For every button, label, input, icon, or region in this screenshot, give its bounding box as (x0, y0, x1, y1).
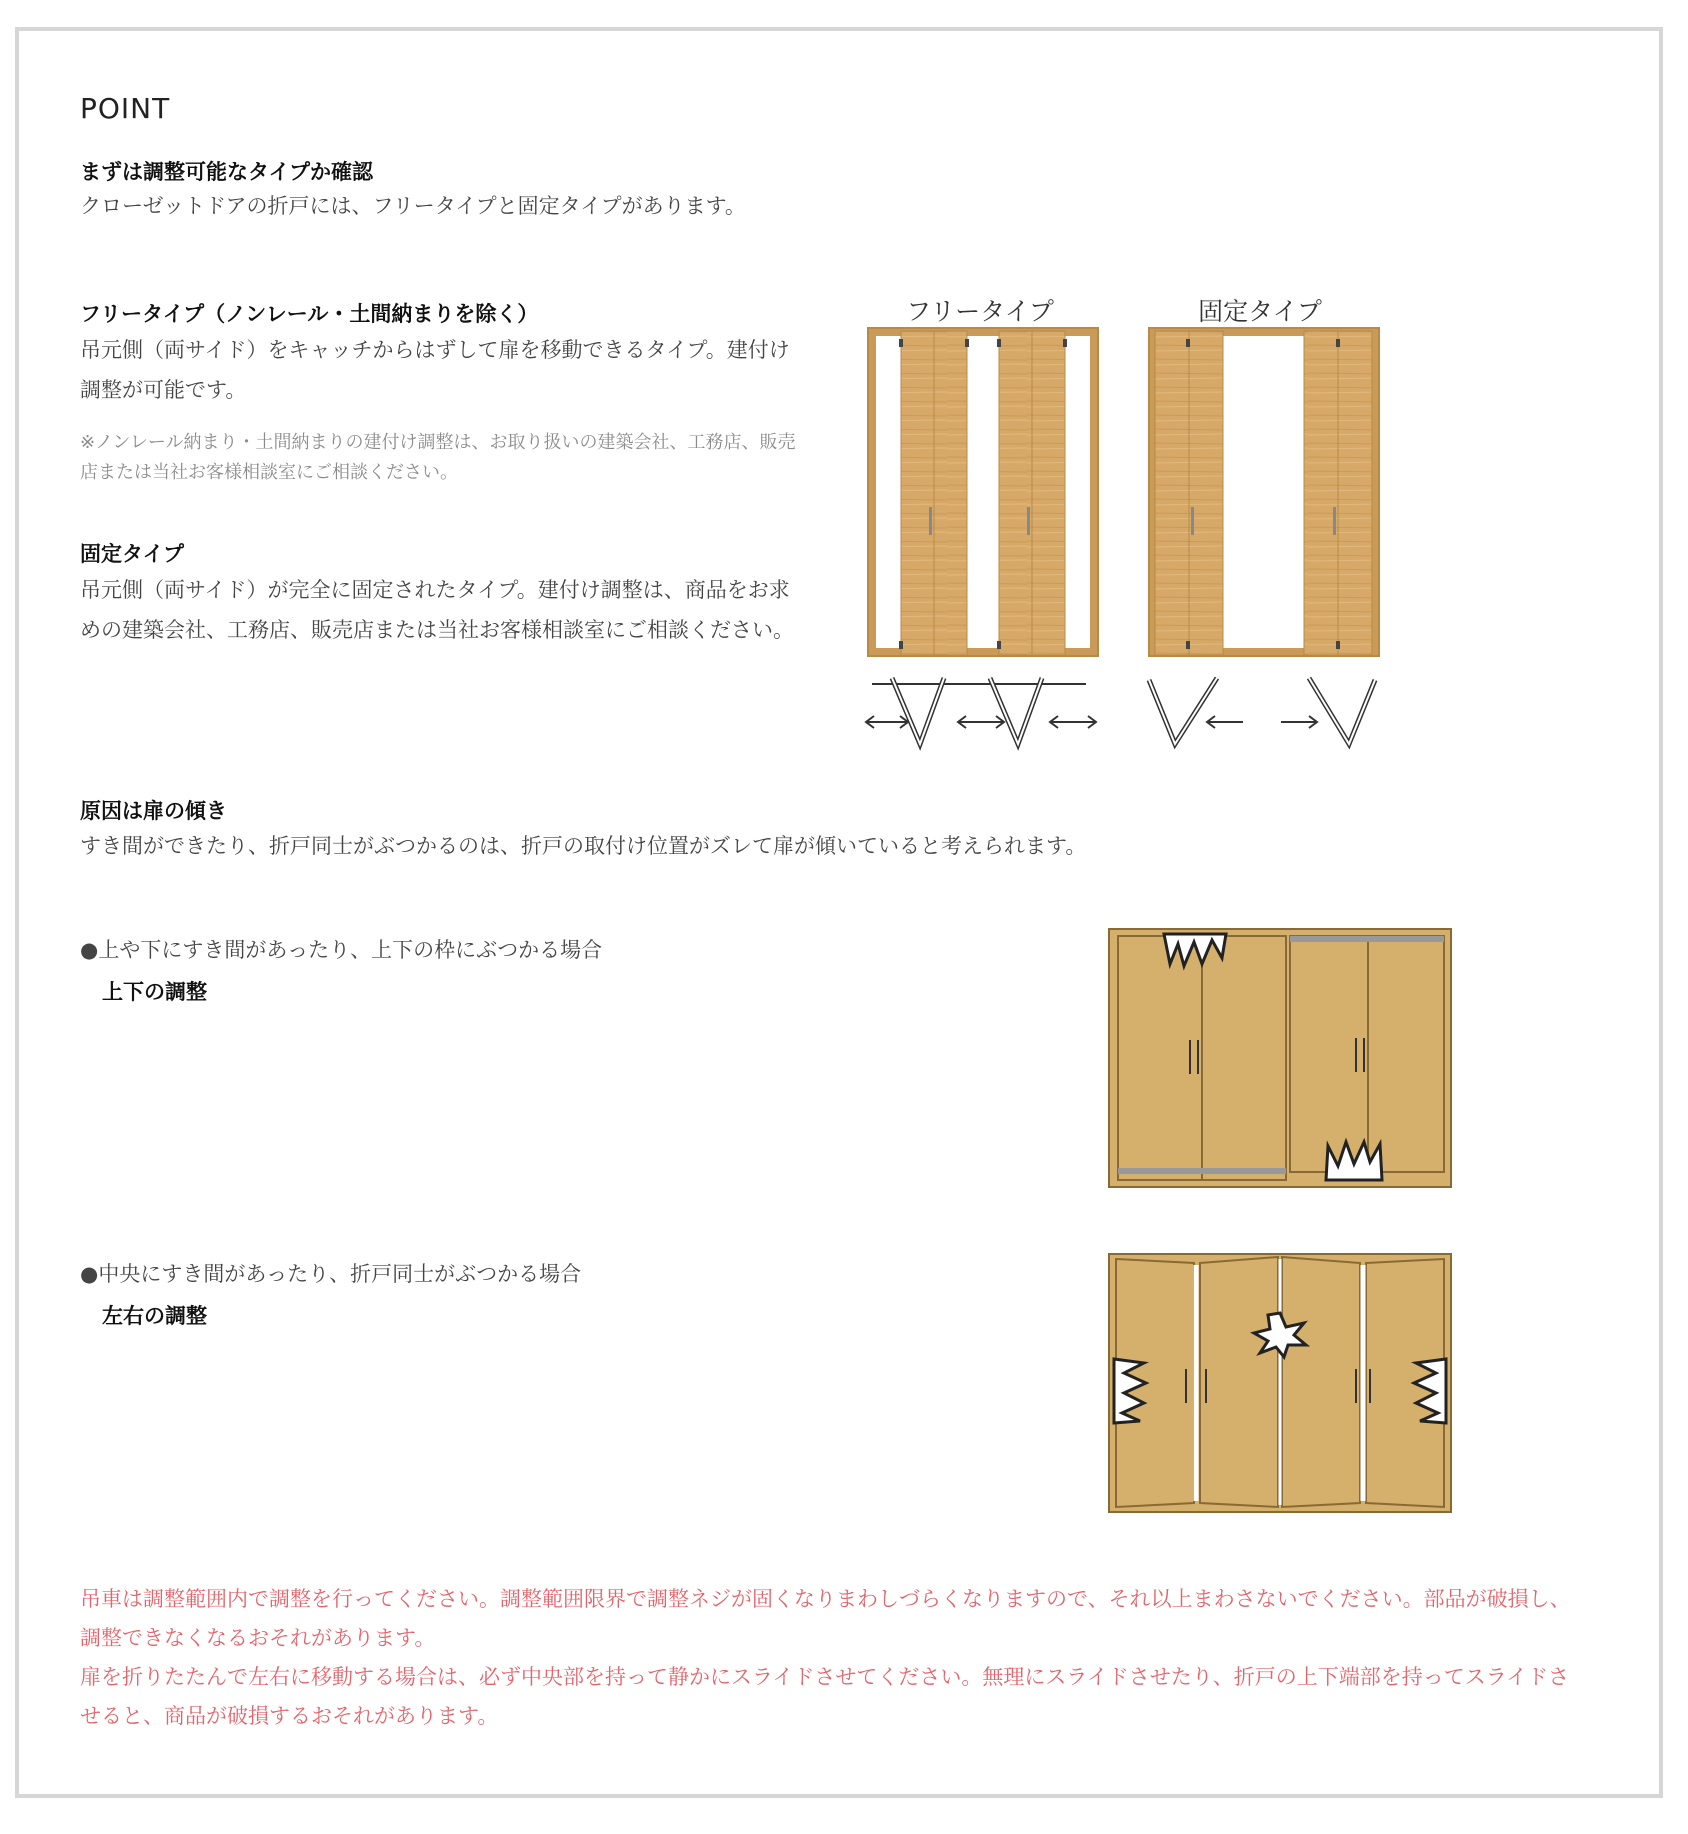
free-type-fold-plan (862, 672, 1102, 756)
fixed-type-door-illustration (1148, 327, 1380, 667)
case-horizontal-label: 左右の調整 (102, 1304, 207, 1328)
fixed-type-fold-plan (1143, 672, 1383, 756)
content-frame (15, 27, 1663, 1798)
warning-text-1: 吊車は調整範囲内で調整を行ってください。調整範囲限界で調整ネジが固くなりまわしづらくなりますので、それ以上まわさないでください。部品が破損し、調整できなくなるおそれがあります。 (80, 1587, 1571, 1650)
free-type-heading: フリータイプ（ノンレール・土間納まりを除く） (80, 302, 539, 326)
free-type-diagram-label: フリータイプ (906, 297, 1054, 326)
fixed-type-diagram-label: 固定タイプ (1198, 297, 1322, 326)
warning-text-2: 扉を折りたたんで左右に移動する場合は、必ず中央部を持って静かにスライドさせてください。無理にスライドさせたり、折戸の上下端部を持ってスライドさせると、商品が破損するおそれがあります。 (80, 1665, 1570, 1728)
fixed-type-text: 吊元側（両サイド）が完全に固定されたタイプ。建付け調整は、商品をお求めの建築会社、工務店、販売店または当社お客様相談室にご相談ください。 (80, 578, 794, 642)
free-type-door-illustration (867, 327, 1099, 667)
check-text: クローゼットドアの折戸には、フリータイプと固定タイプがあります。 (80, 194, 746, 218)
free-type-text: 吊元側（両サイド）をキャッチからはずして扉を移動できるタイプ。建付け調整が可能です。 (80, 338, 790, 402)
case-horizontal-text: ●中央にすき間があったり、折戸同士がぶつかる場合 (80, 1262, 582, 1286)
vertical-adjustment-illustration (1108, 928, 1452, 1188)
free-type-note: ※ノンレール納まり・土間納まりの建付け調整は、お取り扱いの建築会社、工務店、販売店または当社お客様相談室にご相談ください。 (80, 432, 796, 483)
case-vertical-label: 上下の調整 (102, 980, 207, 1004)
fixed-type-heading: 固定タイプ (80, 542, 184, 566)
cause-text: すき間ができたり、折戸同士がぶつかるのは、折戸の取付け位置がズレて扉が傾いていると考えられます。 (80, 834, 1087, 858)
section-title: POINT (80, 92, 171, 125)
horizontal-adjustment-illustration (1108, 1253, 1452, 1513)
cause-heading: 原因は扉の傾き (80, 799, 227, 823)
case-vertical-text: ●上や下にすき間があったり、上下の枠にぶつかる場合 (80, 938, 603, 962)
check-heading: まずは調整可能なタイプか確認 (80, 160, 373, 184)
